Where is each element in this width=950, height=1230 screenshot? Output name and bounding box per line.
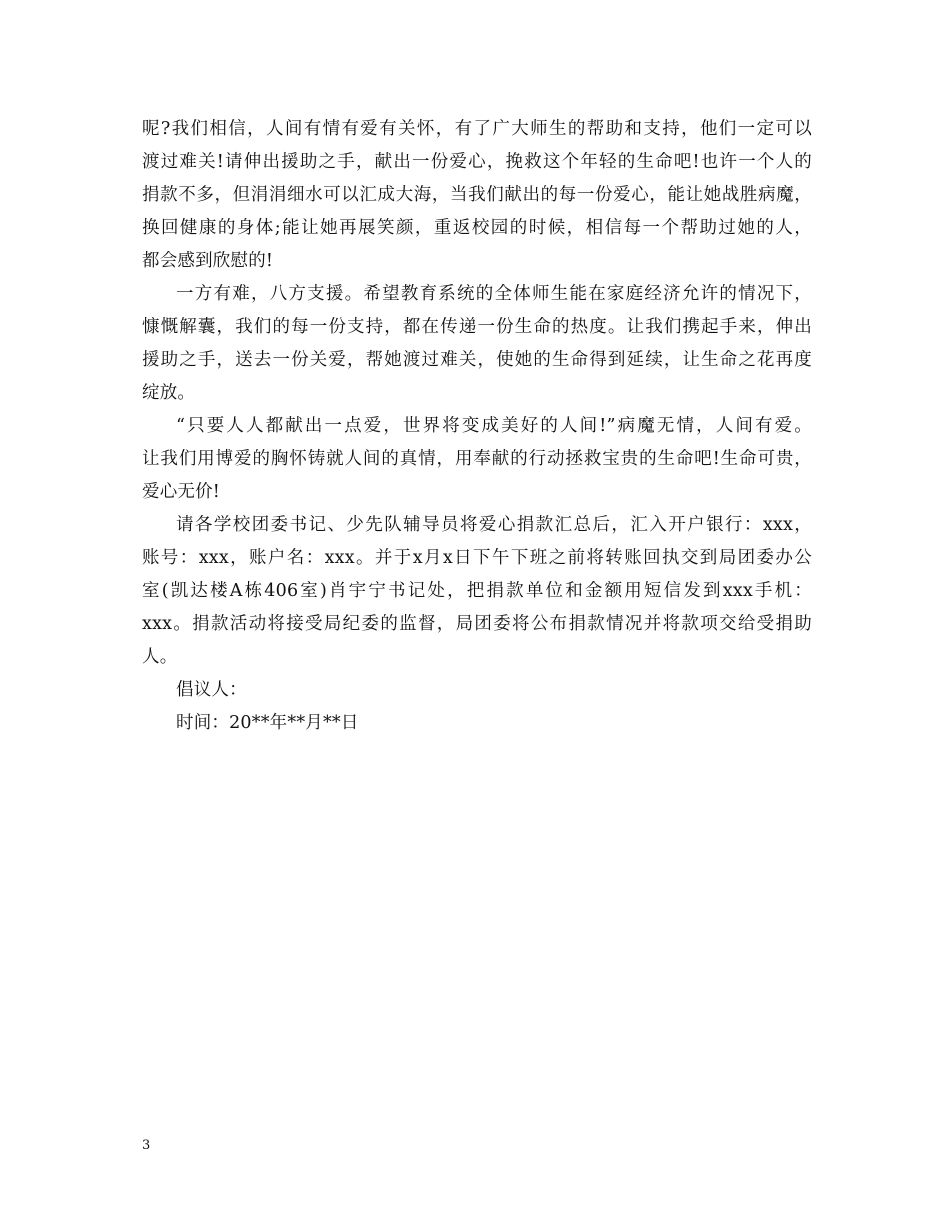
- text-line: 人。: [142, 647, 178, 667]
- text-line: 慷慨解囊，我们的每一份支持，都在传递一份生命的热度。让我们携起手来，伸出: [142, 317, 812, 337]
- text-line: 捐款不多，但涓涓细水可以汇成大海，当我们献出的每一份爱心，能让她战胜病魔，: [142, 185, 812, 205]
- text-line: 渡过难关!请伸出援助之手，献出一份爱心，挽救这个年轻的生命吧!也许一个人的: [142, 152, 812, 172]
- text-line: 倡议人：: [176, 680, 247, 700]
- text-line: 都会感到欣慰的!: [142, 251, 274, 271]
- text-line: 绽放。: [142, 383, 196, 403]
- text-line: 账号：xxx，账户名：xxx。并于x月x日下午下班之前将转账回执交到局团委办公: [142, 548, 812, 568]
- paragraph: [142, 509, 812, 674]
- text-line: 呢?我们相信，人间有情有爱有关怀，有了广大师生的帮助和支持，他们一定可以: [142, 119, 812, 139]
- text-line: 让我们用博爱的胸怀铸就人间的真情，用奉献的行动拯救宝贵的生命吧!生命可贵，: [142, 449, 812, 469]
- text-line: 室(凯达楼A栋406室)肖宇宁书记处，把捐款单位和金额用短信发到xxx手机：: [142, 581, 812, 601]
- document-body: [142, 113, 812, 740]
- text-line: “只要人人都献出一点爱，世界将变成美好的人间!”病魔无情，人间有爱。: [176, 416, 812, 436]
- text-line: xxx。捐款活动将接受局纪委的监督，局团委将公布捐款情况并将款项交给受捐助: [142, 614, 812, 634]
- text-line: 换回健康的身体;能让她再展笑颜，重返校园的时候，相信每一个帮助过她的人，: [142, 218, 812, 238]
- paragraph: [142, 278, 812, 410]
- paragraph: [142, 410, 812, 509]
- paragraph: [142, 707, 812, 740]
- text-line: 一方有难，八方支援。希望教育系统的全体师生能在家庭经济允许的情况下，: [176, 284, 812, 304]
- paragraph: [142, 674, 812, 707]
- text-line: 援助之手，送去一份关爱，帮她渡过难关，使她的生命得到延续，让生命之花再度: [142, 350, 812, 370]
- text-line: 时间：20**年**月**日: [176, 713, 359, 733]
- text-line: 爱心无价!: [142, 482, 221, 502]
- text-line: 请各学校团委书记、少先队辅导员将爱心捐款汇总后，汇入开户银行：xxx，: [176, 515, 812, 535]
- page-number: 3: [142, 1138, 151, 1153]
- paragraph: [142, 113, 812, 278]
